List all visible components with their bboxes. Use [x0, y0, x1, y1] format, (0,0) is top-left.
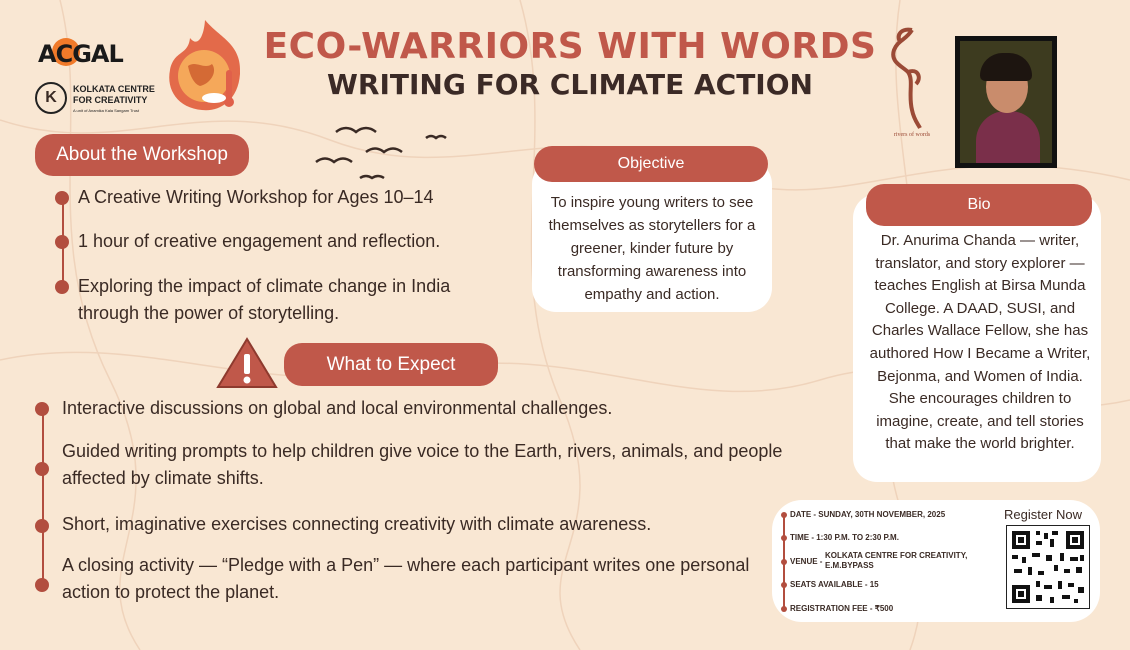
bullet	[781, 512, 787, 518]
what-to-expect-heading: What to Expect	[284, 343, 498, 386]
kolkata-centre-sub: A unit of Anamika Kala Sangam Trust	[73, 108, 140, 113]
event-venue: KOLKATA CENTRE FOR CREATIVITY, E.M.BYPASS	[825, 551, 968, 570]
event-seats: SEATS AVAILABLE - 15	[790, 580, 879, 589]
bio-heading: Bio	[866, 184, 1092, 226]
qr-code[interactable]	[1006, 525, 1090, 609]
bullet	[35, 578, 49, 592]
k-circle-icon: K	[35, 82, 67, 114]
event-fee: REGISTRATION FEE - ₹500	[790, 604, 894, 613]
rivers-of-words-logo	[872, 20, 952, 140]
bullet	[35, 519, 49, 533]
bullet	[35, 462, 49, 476]
acgal-logo-text: ACGAL	[38, 40, 123, 68]
bullet	[781, 606, 787, 612]
about-item: 1 hour of creative engagement and reflection.	[78, 231, 441, 251]
page-subtitle: WRITING FOR CLIMATE ACTION	[327, 68, 813, 101]
bullet	[781, 535, 787, 541]
expect-item: Interactive discussions on global and local environmental challenges.	[62, 398, 613, 418]
birds-icon	[312, 118, 452, 188]
about-workshop-heading: About the Workshop	[35, 134, 249, 176]
objective-text: To inspire young writers to see themselves as storytellers for a greener, kinder future by transforming awareness into empathy and action.	[548, 194, 756, 303]
burning-globe-icon	[160, 14, 250, 114]
page-title: ECO-WARRIORS WITH WORDS	[263, 26, 877, 67]
bullet	[55, 191, 69, 205]
about-item: Exploring the impact of climate change in India through the power of storytelling.	[78, 276, 451, 323]
bio-text: Dr. Anurima Chanda — writer, translator, and story explorer — teaches English at Birsa Munda College. A DAAD, SUSI, and Charles Wallace Fellow, she has authored How I Became a Writer, Bejonma, and Women of India. She encourages children to imagine, create, and tell stories that make the world brighter.	[869, 232, 1091, 453]
expect-item: Guided writing prompts to help children give voice to the Earth, rivers, animals, and people affected by climate shifts.	[62, 441, 783, 488]
svg-text:rivers of words: rivers of words	[893, 132, 931, 138]
about-item: A Creative Writing Workshop for Ages 10–14	[78, 187, 434, 207]
acgal-logo	[38, 36, 138, 76]
kolkata-centre-name: KOLKATA CENTRE FOR CREATIVITY	[73, 84, 155, 105]
speaker-photo	[955, 36, 1057, 168]
bullet	[781, 559, 787, 565]
kolkata-centre-logo	[35, 82, 155, 122]
expect-timeline	[42, 414, 44, 586]
bullet	[55, 235, 69, 249]
register-now-label: Register Now	[1004, 507, 1083, 522]
expect-item: A closing activity — “Pledge with a Pen” — where each participant writes one personal action to protect the planet.	[62, 555, 750, 602]
bullet	[35, 402, 49, 416]
bullet	[781, 582, 787, 588]
bullet	[55, 280, 69, 294]
event-venue-label: VENUE -	[790, 557, 823, 566]
warning-icon	[216, 336, 278, 390]
event-date: DATE - SUNDAY, 30TH NOVEMBER, 2025	[790, 510, 946, 519]
objective-heading: Objective	[534, 146, 768, 182]
expect-item: Short, imaginative exercises connecting creativity with climate awareness.	[62, 514, 652, 534]
event-time: TIME - 1:30 P.M. TO 2:30 P.M.	[790, 533, 899, 542]
